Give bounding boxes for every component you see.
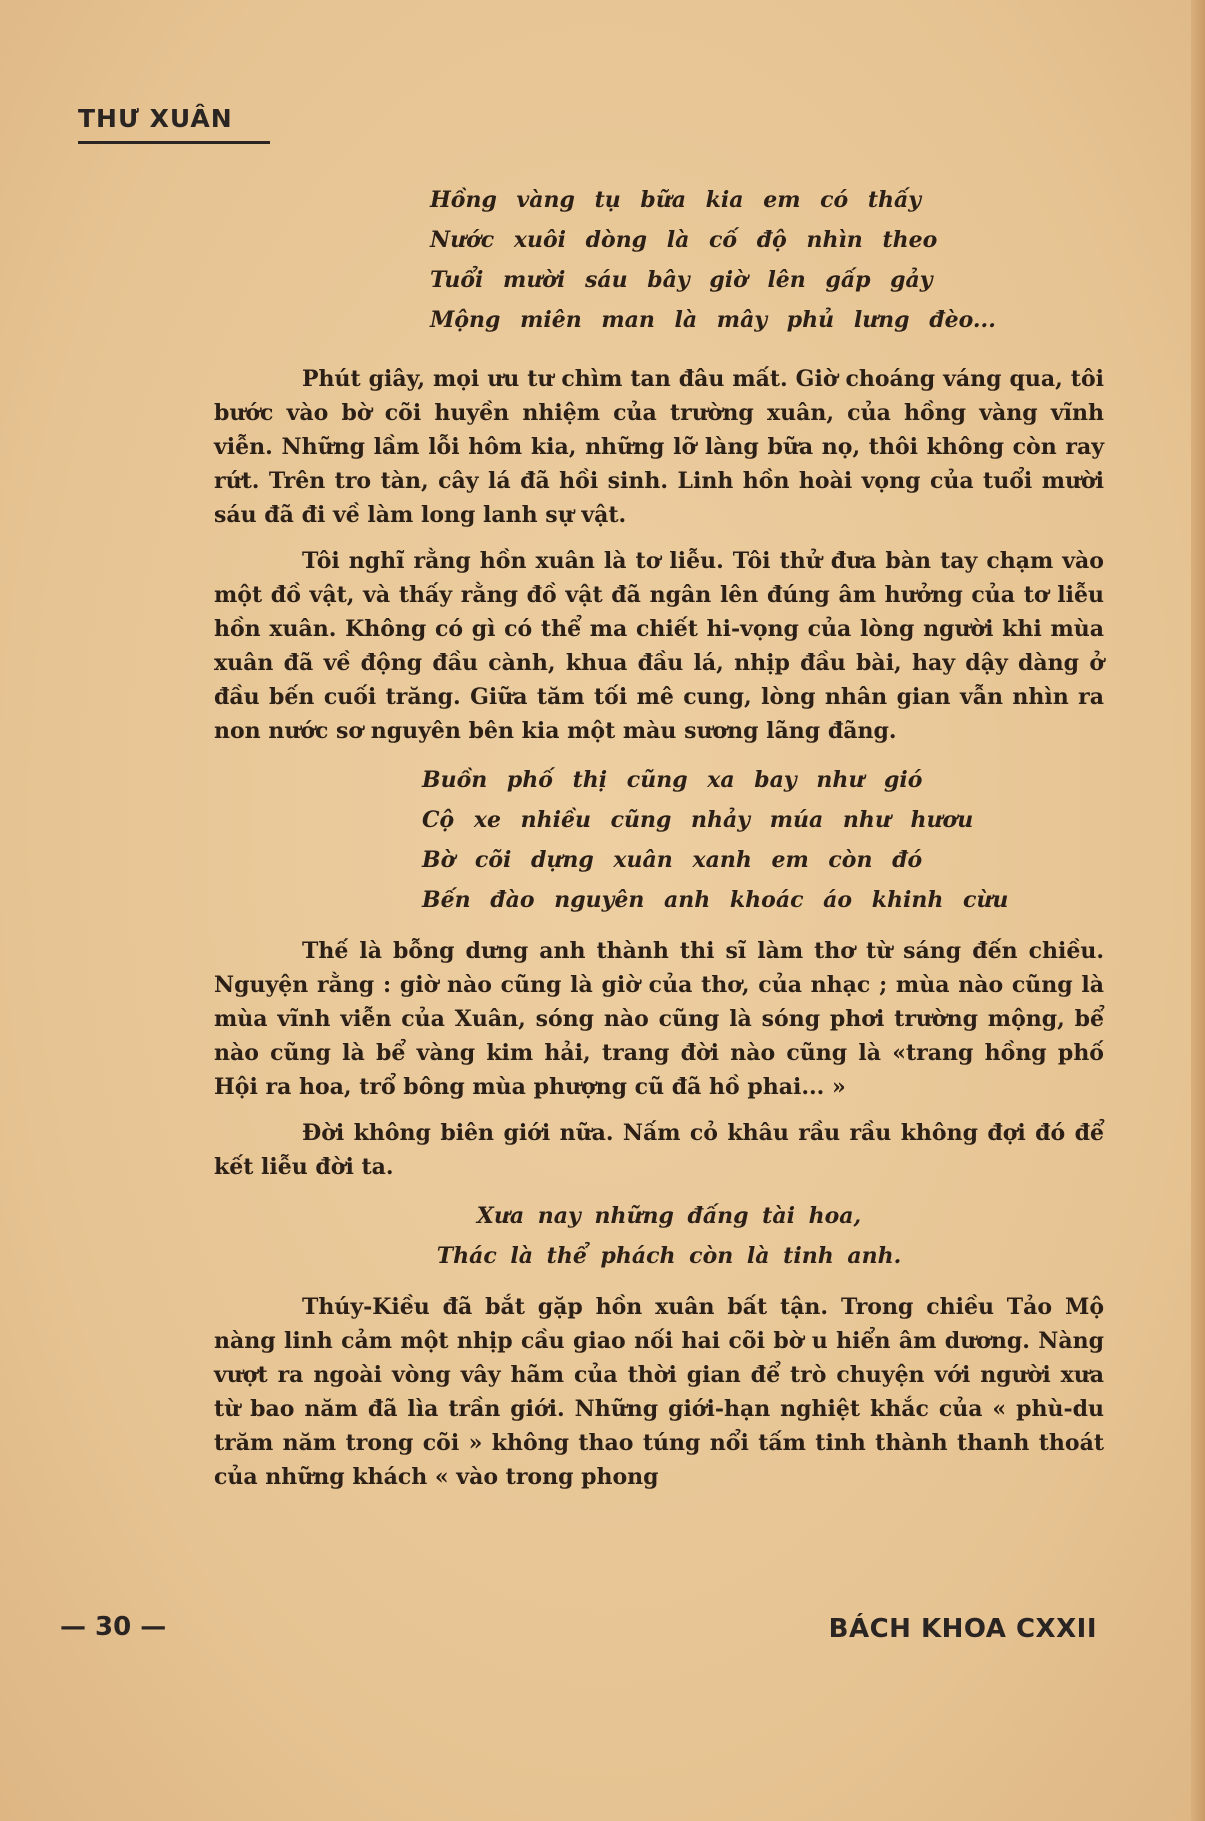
verse-line: Buồn phố thị cũng xa bay như gió [422, 767, 923, 793]
verse-stanza-2 [214, 760, 1104, 920]
paragraph: Đời không biên giới nữa. Nấm cỏ khâu rầu rầu không đợi đó để kết liễu đời ta. [214, 1120, 1104, 1180]
verse-line: Tuổi mười sáu bây giờ lên gấp gảy [430, 267, 933, 293]
page-edge [1191, 0, 1205, 1821]
verse-line: Cộ xe nhiều cũng nhảy múa như hươu [422, 807, 974, 833]
paragraph: Thế là bỗng dưng anh thành thi sĩ làm thơ từ sáng đến chiều. Nguyện rằng : giờ nào cũng là giờ của thơ, của nhạc ; mùa nào cũng là mùa vĩnh viễn của Xuân, sóng nào cũng là sóng phơi trường mộng, bể nào cũng là bể vàng kim hải, trang đời nào cũng là «trang hồng phố Hội ra hoa, trổ bông mùa phượng cũ đã hồ phai... » [214, 938, 1104, 1100]
verse-line: Bờ cõi dựng xuân xanh em còn đó [422, 847, 923, 873]
verse-couplet [214, 1196, 1104, 1276]
paragraph: Phút giây, mọi ưu tư chìm tan đâu mất. Giờ choáng váng qua, tôi bước vào bờ cõi huyền nhiệm của trường xuân, của hồng vàng vĩnh viễn. Những lầm lỗi hôm kia, những lỡ làng bữa nọ, thôi không còn ray rứt. Trên tro tàn, cây lá đã hồi sinh. Linh hồn hoài vọng của tuổi mười sáu đã đi về làm long lanh sự vật. [214, 366, 1104, 528]
verse-stanza-1 [214, 180, 1104, 340]
section-title: THƯ XUÂN [78, 104, 233, 133]
publication-title: BÁCH KHOA CXXII [828, 1614, 1097, 1644]
verse-line: Bến đào nguyên anh khoác áo khinh cừu [422, 887, 1009, 913]
verse-line: Nước xuôi dòng là cố độ nhìn theo [430, 227, 938, 253]
verse-line: Thác là thể phách còn là tinh anh. [436, 1243, 902, 1269]
paragraph: Tôi nghĩ rằng hồn xuân là tơ liễu. Tôi thử đưa bàn tay chạm vào một đồ vật, và thấy rằng đồ vật đã ngân lên đúng âm hưởng của tơ liễu hồn xuân. Không có gì có thể ma chiết hi-vọng của lòng người khi mùa xuân đã về động đầu cành, khua đầu lá, nhịp đầu bài, hay dậy dàng ở đầu bến cuối trăng. Giữa tăm tối mê cung, lòng nhân gian vẫn nhìn ra non nước sơ nguyên bên kia một màu sương lãng đãng. [214, 548, 1104, 744]
verse-line: Xưa nay những đấng tài hoa, [476, 1203, 862, 1229]
verse-line: Hồng vàng tụ bữa kia em có thấy [430, 187, 922, 213]
verse-line: Mộng miên man là mây phủ lưng đèo... [430, 307, 996, 333]
page-number: — 30 — [60, 1612, 167, 1642]
paragraph: Thúy-Kiều đã bắt gặp hồn xuân bất tận. Trong chiều Tảo Mộ nàng linh cảm một nhịp cầu giao nối hai cõi bờ u hiển âm dương. Nàng vượt ra ngoài vòng vây hãm của thời gian để trò chuyện với người xưa từ bao năm đã lìa trần giới. Những giới-hạn nghiệt khắc của « phù-du trăm năm trong cõi » không thao túng nổi tấm tinh thành thanh thoát của những khách « vào trong phong [214, 1294, 1104, 1490]
section-title-underline [78, 141, 270, 144]
article-body [214, 180, 1104, 1506]
